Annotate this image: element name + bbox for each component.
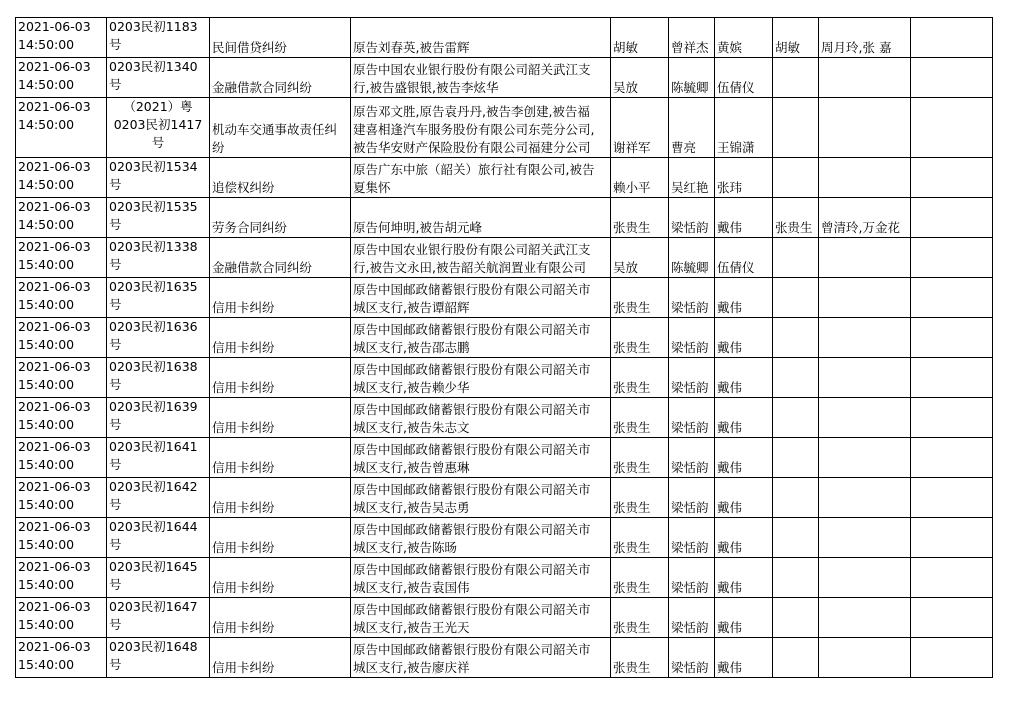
parties-cell: 原告中国邮政储蓄银行股份有限公司韶关市 城区支行,被告邵志鹏: [351, 318, 611, 358]
judge-cell: [773, 598, 819, 638]
note-cell: [911, 238, 993, 278]
panel-member-cell: 梁恬韵: [669, 398, 715, 438]
panel-member-cell: 梁恬韵: [669, 518, 715, 558]
panel-member-cell: 梁恬韵: [669, 318, 715, 358]
clerk-cell: [819, 438, 911, 478]
table-row: [16, 438, 993, 478]
panel-member-cell: 伍倩仪: [715, 58, 773, 98]
panel-member-cell: 梁恬韵: [669, 278, 715, 318]
hearing-time-cell: 2021-06-03 15:40:00: [16, 398, 107, 438]
presiding-judge-cell: 胡敏: [611, 18, 669, 58]
hearing-time-cell: 2021-06-03 15:40:00: [16, 518, 107, 558]
presiding-judge-cell: 张贵生: [611, 518, 669, 558]
case-cause-cell: 信用卡纠纷: [210, 438, 351, 478]
panel-member-cell: 戴伟: [715, 398, 773, 438]
parties-cell: 原告中国邮政储蓄银行股份有限公司韶关市 城区支行,被告廖庆祥: [351, 638, 611, 678]
parties-cell: 原告刘春英,被告雷辉: [351, 18, 611, 58]
clerk-cell: [819, 358, 911, 398]
case-cause-cell: 劳务合同纠纷: [210, 198, 351, 238]
parties-cell: 原告中国邮政储蓄银行股份有限公司韶关市 城区支行,被告陈旸: [351, 518, 611, 558]
presiding-judge-cell: 张贵生: [611, 638, 669, 678]
hearing-time-cell: 2021-06-03 15:40:00: [16, 278, 107, 318]
panel-member-cell: 吴红艳: [669, 158, 715, 198]
judge-cell: [773, 358, 819, 398]
panel-member-cell: 梁恬韵: [669, 478, 715, 518]
case-number-cell: 0203民初1636 号: [107, 318, 210, 358]
panel-member-cell: 陈毓卿: [669, 238, 715, 278]
judge-cell: [773, 98, 819, 158]
case-cause-cell: 信用卡纠纷: [210, 638, 351, 678]
table-body: [16, 18, 993, 678]
case-cause-cell: 追偿权纠纷: [210, 158, 351, 198]
panel-member-cell: 戴伟: [715, 558, 773, 598]
panel-member-cell: 戴伟: [715, 278, 773, 318]
case-cause-cell: 机动车交通事故责任纠 纷: [210, 98, 351, 158]
note-cell: [911, 398, 993, 438]
note-cell: [911, 158, 993, 198]
table-row: [16, 638, 993, 678]
note-cell: [911, 358, 993, 398]
case-cause-cell: 信用卡纠纷: [210, 398, 351, 438]
case-number-cell: 0203民初1638 号: [107, 358, 210, 398]
panel-member-cell: 梁恬韵: [669, 438, 715, 478]
hearing-time-cell: 2021-06-03 15:40:00: [16, 438, 107, 478]
hearing-time-cell: 2021-06-03 15:40:00: [16, 358, 107, 398]
presiding-judge-cell: 张贵生: [611, 318, 669, 358]
parties-cell: 原告中国邮政储蓄银行股份有限公司韶关市 城区支行,被告吴志勇: [351, 478, 611, 518]
table-row: [16, 518, 993, 558]
panel-member-cell: 梁恬韵: [669, 358, 715, 398]
case-number-cell: 0203民初1645 号: [107, 558, 210, 598]
case-number-cell: 0203民初1183 号: [107, 18, 210, 58]
table-row: [16, 58, 993, 98]
clerk-cell: [819, 478, 911, 518]
panel-member-cell: 王锦潇: [715, 98, 773, 158]
presiding-judge-cell: 张贵生: [611, 398, 669, 438]
parties-cell: 原告中国农业银行股份有限公司韶关武江支 行,被告盛银银,被告李炫华: [351, 58, 611, 98]
clerk-cell: [819, 598, 911, 638]
note-cell: [911, 18, 993, 58]
parties-cell: 原告邓文胜,原告袁丹丹,被告李创建,被告福 建喜相逢汽车服务股份有限公司东莞分公司, 被告华安财产保险股份有限公司福建分公司: [351, 98, 611, 158]
parties-cell: 原告中国邮政储蓄银行股份有限公司韶关市 城区支行,被告曾惠琳: [351, 438, 611, 478]
clerk-cell: [819, 318, 911, 358]
case-cause-cell: 信用卡纠纷: [210, 278, 351, 318]
judge-cell: [773, 158, 819, 198]
judge-cell: [773, 518, 819, 558]
case-cause-cell: 民间借贷纠纷: [210, 18, 351, 58]
panel-member-cell: 戴伟: [715, 318, 773, 358]
presiding-judge-cell: 谢祥军: [611, 98, 669, 158]
clerk-cell: [819, 98, 911, 158]
parties-cell: 原告中国农业银行股份有限公司韶关武江支 行,被告文永田,被告韶关航润置业有限公司: [351, 238, 611, 278]
note-cell: [911, 98, 993, 158]
judge-cell: [773, 398, 819, 438]
panel-member-cell: 梁恬韵: [669, 598, 715, 638]
table-row: [16, 398, 993, 438]
clerk-cell: [819, 158, 911, 198]
case-cause-cell: 信用卡纠纷: [210, 518, 351, 558]
table-row: [16, 238, 993, 278]
judge-cell: [773, 558, 819, 598]
note-cell: [911, 518, 993, 558]
hearing-time-cell: 2021-06-03 15:40:00: [16, 638, 107, 678]
table-row: [16, 478, 993, 518]
clerk-cell: 周月玲,张 嘉: [819, 18, 911, 58]
note-cell: [911, 318, 993, 358]
case-number-cell: 0203民初1338 号: [107, 238, 210, 278]
case-number-cell: （2021）粤 0203民初1417 号: [107, 98, 210, 158]
case-number-cell: 0203民初1534 号: [107, 158, 210, 198]
case-number-cell: 0203民初1644 号: [107, 518, 210, 558]
panel-member-cell: 梁恬韵: [669, 198, 715, 238]
clerk-cell: [819, 278, 911, 318]
hearing-time-cell: 2021-06-03 14:50:00: [16, 158, 107, 198]
hearing-time-cell: 2021-06-03 15:40:00: [16, 558, 107, 598]
parties-cell: 原告中国邮政储蓄银行股份有限公司韶关市 城区支行,被告王光天: [351, 598, 611, 638]
note-cell: [911, 478, 993, 518]
case-number-cell: 0203民初1635 号: [107, 278, 210, 318]
hearing-schedule-table: [15, 17, 993, 678]
panel-member-cell: 曹亮: [669, 98, 715, 158]
clerk-cell: [819, 398, 911, 438]
presiding-judge-cell: 吴放: [611, 238, 669, 278]
judge-cell: [773, 478, 819, 518]
hearing-time-cell: 2021-06-03 14:50:00: [16, 198, 107, 238]
clerk-cell: [819, 558, 911, 598]
case-number-cell: 0203民初1647 号: [107, 598, 210, 638]
parties-cell: 原告中国邮政储蓄银行股份有限公司韶关市 城区支行,被告朱志文: [351, 398, 611, 438]
table-row: [16, 558, 993, 598]
case-number-cell: 0203民初1648 号: [107, 638, 210, 678]
note-cell: [911, 558, 993, 598]
presiding-judge-cell: 张贵生: [611, 278, 669, 318]
case-cause-cell: 金融借款合同纠纷: [210, 58, 351, 98]
panel-member-cell: 张玮: [715, 158, 773, 198]
case-number-cell: 0203民初1639 号: [107, 398, 210, 438]
case-number-cell: 0203民初1535 号: [107, 198, 210, 238]
case-cause-cell: 信用卡纠纷: [210, 558, 351, 598]
note-cell: [911, 598, 993, 638]
case-cause-cell: 信用卡纠纷: [210, 318, 351, 358]
judge-cell: [773, 438, 819, 478]
hearing-time-cell: 2021-06-03 14:50:00: [16, 18, 107, 58]
panel-member-cell: 戴伟: [715, 518, 773, 558]
note-cell: [911, 278, 993, 318]
panel-member-cell: 梁恬韵: [669, 558, 715, 598]
panel-member-cell: 戴伟: [715, 358, 773, 398]
panel-member-cell: 戴伟: [715, 198, 773, 238]
hearing-time-cell: 2021-06-03 15:40:00: [16, 238, 107, 278]
presiding-judge-cell: 张贵生: [611, 478, 669, 518]
panel-member-cell: 黄嫔: [715, 18, 773, 58]
judge-cell: 胡敏: [773, 18, 819, 58]
panel-member-cell: 戴伟: [715, 638, 773, 678]
parties-cell: 原告中国邮政储蓄银行股份有限公司韶关市 城区支行,被告赖少华: [351, 358, 611, 398]
parties-cell: 原告中国邮政储蓄银行股份有限公司韶关市 城区支行,被告谭韶辉: [351, 278, 611, 318]
hearing-time-cell: 2021-06-03 14:50:00: [16, 58, 107, 98]
clerk-cell: 曾清玲,万金花: [819, 198, 911, 238]
hearing-time-cell: 2021-06-03 15:40:00: [16, 478, 107, 518]
case-number-cell: 0203民初1340 号: [107, 58, 210, 98]
note-cell: [911, 198, 993, 238]
presiding-judge-cell: 吴放: [611, 58, 669, 98]
presiding-judge-cell: 张贵生: [611, 358, 669, 398]
table-row: [16, 18, 993, 58]
parties-cell: 原告中国邮政储蓄银行股份有限公司韶关市 城区支行,被告袁国伟: [351, 558, 611, 598]
judge-cell: [773, 318, 819, 358]
table-row: [16, 278, 993, 318]
table-row: [16, 598, 993, 638]
case-cause-cell: 信用卡纠纷: [210, 478, 351, 518]
presiding-judge-cell: 张贵生: [611, 558, 669, 598]
note-cell: [911, 638, 993, 678]
judge-cell: [773, 278, 819, 318]
parties-cell: 原告广东中旅（韶关）旅行社有限公司,被告 夏集怀: [351, 158, 611, 198]
panel-member-cell: 陈毓卿: [669, 58, 715, 98]
presiding-judge-cell: 张贵生: [611, 598, 669, 638]
panel-member-cell: 戴伟: [715, 438, 773, 478]
note-cell: [911, 58, 993, 98]
clerk-cell: [819, 238, 911, 278]
case-cause-cell: 信用卡纠纷: [210, 358, 351, 398]
panel-member-cell: 伍倩仪: [715, 238, 773, 278]
table-row: [16, 358, 993, 398]
table-row: [16, 158, 993, 198]
judge-cell: [773, 58, 819, 98]
judge-cell: [773, 238, 819, 278]
panel-member-cell: 戴伟: [715, 478, 773, 518]
judge-cell: 张贵生: [773, 198, 819, 238]
judge-cell: [773, 638, 819, 678]
hearing-time-cell: 2021-06-03 15:40:00: [16, 598, 107, 638]
case-number-cell: 0203民初1642 号: [107, 478, 210, 518]
parties-cell: 原告何坤明,被告胡元峰: [351, 198, 611, 238]
clerk-cell: [819, 58, 911, 98]
clerk-cell: [819, 638, 911, 678]
table-row: [16, 98, 993, 158]
hearing-time-cell: 2021-06-03 15:40:00: [16, 318, 107, 358]
presiding-judge-cell: 张贵生: [611, 438, 669, 478]
presiding-judge-cell: 张贵生: [611, 198, 669, 238]
case-cause-cell: 金融借款合同纠纷: [210, 238, 351, 278]
case-cause-cell: 信用卡纠纷: [210, 598, 351, 638]
table-row: [16, 198, 993, 238]
case-number-cell: 0203民初1641 号: [107, 438, 210, 478]
panel-member-cell: 梁恬韵: [669, 638, 715, 678]
panel-member-cell: 曾祥杰: [669, 18, 715, 58]
table-row: [16, 318, 993, 358]
hearing-time-cell: 2021-06-03 14:50:00: [16, 98, 107, 158]
note-cell: [911, 438, 993, 478]
panel-member-cell: 戴伟: [715, 598, 773, 638]
clerk-cell: [819, 518, 911, 558]
presiding-judge-cell: 赖小平: [611, 158, 669, 198]
